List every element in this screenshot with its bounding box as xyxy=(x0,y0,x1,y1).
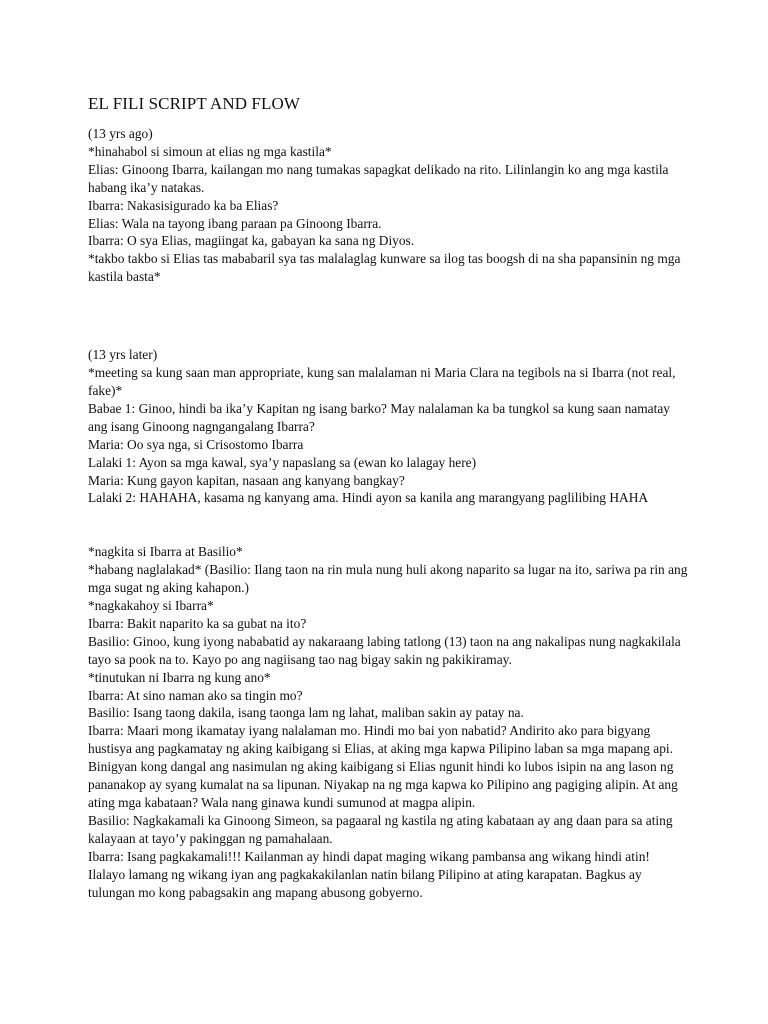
section-present xyxy=(88,346,688,507)
dialogue-line: Babae 1: Ginoo, hindi ba ika’y Kapitan ng isang barko? May nalalaman ka ba tungkol sa kung saan namatay ang isang Ginoong nagngangalang Ibarra? xyxy=(88,400,670,434)
stage-direction: *tinutukan ni Ibarra ng kung ano* xyxy=(88,669,271,685)
dialogue-line: Ibarra: Nakasisigurado ka ba Elias? xyxy=(88,197,279,213)
section-spacer xyxy=(88,286,688,346)
stage-direction: *takbo takbo si Elias tas mababaril sya tas malalaglag kunware sa ilog tas boogsh di na sha papansinin ng mga kastila basta* xyxy=(88,251,681,285)
document-page xyxy=(88,94,688,901)
dialogue-line: Elias: Ginoong Ibarra, kailangan mo nang tumakas sapagkat delikado na rito. Lilinlangin ko ang mga kastila habang ika’y natakas. xyxy=(88,161,669,195)
dialogue-line: Basilio: Isang taong dakila, isang taonga lam ng lahat, maliban sakin ay patay na. xyxy=(88,705,524,721)
scene-heading: (13 yrs ago) xyxy=(88,126,153,141)
section-spacer xyxy=(88,507,688,543)
dialogue-line: Elias: Wala na tayong ibang paraan pa Ginoong Ibarra. xyxy=(88,215,382,231)
dialogue-line: Ibarra: Maari mong ikamatay iyang nalalaman mo. Hindi mo bai yon nabatid? Andirito ako para bigyang hustisya ang pagkamatay ng aking kaibigang si Elias, at aking mga kapwa Pilipino laban sa mga mapang api. Binigyan kong dangal ang nasimulan ng aking kaibigang si Elias ngunit hindi ko lubos isipin na ang lason ng pananakop ay syang kumalat na sa lipunan. Niyakap na ng mga kapwa ko Pilipino ang pagiging alipin. At ang ating mga kabataan? Wala nang ginawa kundi sumunod at magpa alipin. xyxy=(88,723,678,810)
stage-direction: *hinahabol si simoun at elias ng mga kastila* xyxy=(88,143,332,159)
dialogue-line: Basilio: Ginoo, kung iyong nababatid ay nakaraang labing tatlong (13) taon na ang nakalipas nung nagkakilala tayo sa pook na to. Kayo po ang nagiisang tao nag bigay sakin ng pakikiramay. xyxy=(88,633,681,667)
stage-direction: *nagkakahoy si Ibarra* xyxy=(88,598,214,614)
document-title: EL FILI SCRIPT AND FLOW xyxy=(88,94,300,113)
dialogue-line: Ibarra: At sino naman ako sa tingin mo? xyxy=(88,687,303,703)
dialogue-line: Basilio: Nagkakamali ka Ginoong Simeon, sa pagaaral ng kastila ng ating kabataan ay ang daan para sa ating kalayaan at tayo’y pakinggan ng pamahalaan. xyxy=(88,812,673,846)
dialogue-line: Lalaki 2: HAHAHA, kasama ng kanyang ama. Hindi ayon sa kanila ang marangyang paglilibing HAHA xyxy=(88,490,649,506)
scene-heading: (13 yrs later) xyxy=(88,347,158,363)
dialogue-line: Ibarra: O sya Elias, magiingat ka, gabayan ka sana ng Diyos. xyxy=(88,233,415,249)
dialogue-line: Ibarra: Isang pagkakamali!!! Kailanman ay hindi dapat maging wikang pambansa ang wikang hindi atin! Ilalayo lamang ng wikang iyan ang pagkakakilanlan natin bilang Pilipino at ating karapatan. Bagkus ay tulungan mo kong pabagsakin ang mapang abusong gobyerno. xyxy=(88,848,650,900)
dialogue-line: Ibarra: Bakit naparito ka sa gubat na ito? xyxy=(88,615,307,631)
stage-direction: *meeting sa kung saan man appropriate, kung san malalaman ni Maria Clara na tegibols na si Ibarra (not real, fake)* xyxy=(88,365,676,398)
dialogue-line: Lalaki 1: Ayon sa mga kawal, sya’y napaslang sa (ewan ko lalagay here) xyxy=(88,454,477,470)
stage-direction: *nagkita si Ibarra at Basilio* xyxy=(88,544,243,560)
stage-direction: *habang naglalakad* (Basilio: Ilang taon na rin mula nung huli akong naparito sa lugar na ito, sariwa pa rin ang mga sugat ng aking kahapon.) xyxy=(88,562,688,596)
section-flashback xyxy=(88,125,688,286)
section-basilio xyxy=(88,543,688,901)
dialogue-line: Maria: Oo sya nga, si Crisostomo Ibarra xyxy=(88,436,304,452)
dialogue-line: Maria: Kung gayon kapitan, nasaan ang kanyang bangkay? xyxy=(88,472,405,488)
